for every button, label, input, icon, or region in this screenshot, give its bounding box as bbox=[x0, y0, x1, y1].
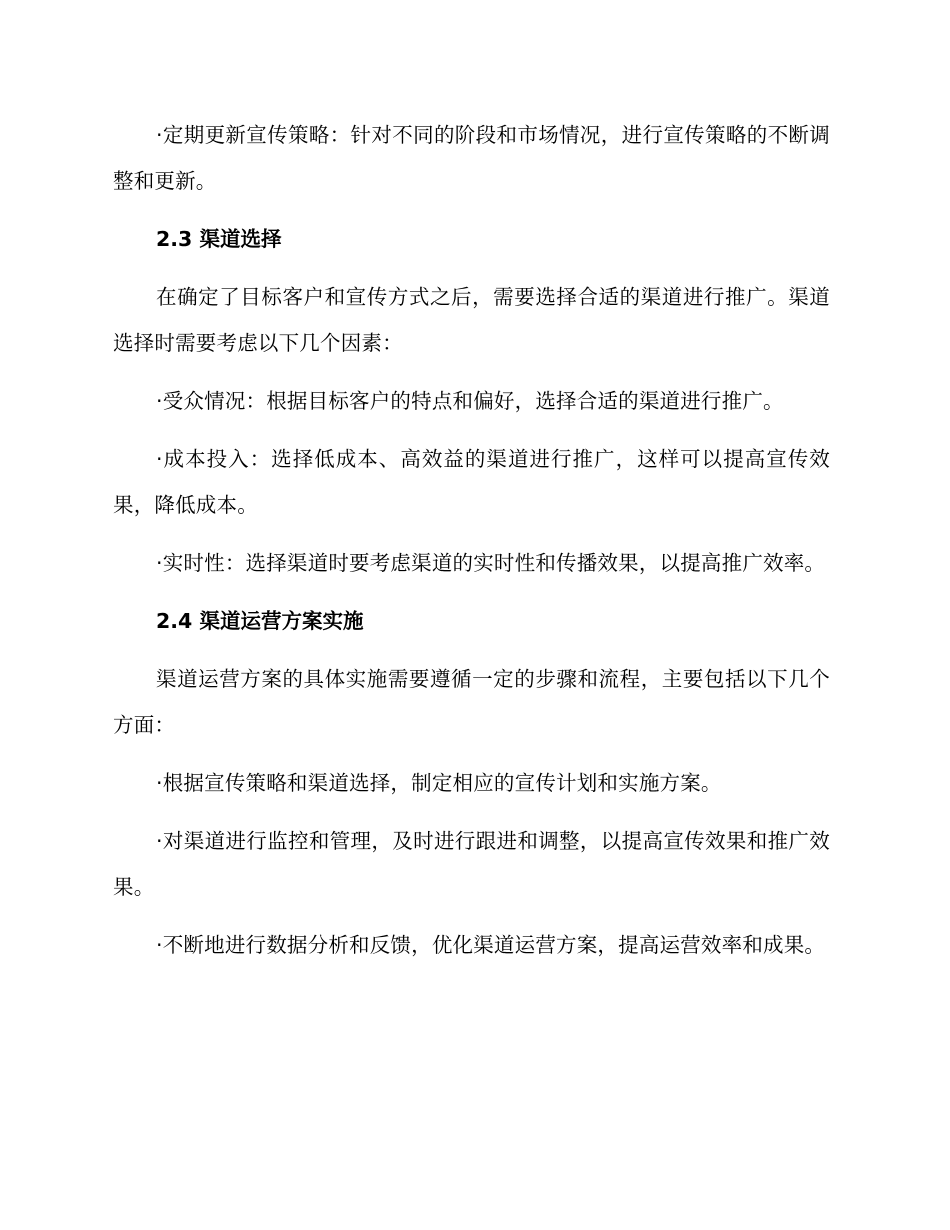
spacer bbox=[113, 748, 830, 760]
section-heading-2-3: 2.3 渠道选择 bbox=[156, 227, 282, 251]
spacer bbox=[113, 528, 830, 540]
bullet-realtime: ·实时性：选择渠道时要考虑渠道的实时性和传播效果，以提高推广效率。 bbox=[156, 551, 826, 575]
spacer bbox=[113, 586, 830, 598]
spacer bbox=[113, 262, 830, 274]
spacer bbox=[113, 644, 830, 656]
spacer bbox=[113, 366, 830, 378]
bullet-plan: ·根据宣传策略和渠道选择，制定相应的宣传计划和实施方案。 bbox=[156, 771, 722, 795]
bullet-monitor: ·对渠道进行监控和管理，及时进行跟进和调整，以提高宣传效果和推广效果。 bbox=[113, 829, 830, 899]
bullet-analysis: ·不断地进行数据分析和反馈，优化渠道运营方案，提高运营效率和成果。 bbox=[156, 933, 826, 957]
bullet-cost: ·成本投入：选择低成本、高效益的渠道进行推广，这样可以提高宣传效果，降低成本。 bbox=[113, 447, 830, 517]
spacer bbox=[113, 204, 830, 216]
section-heading-2-4: 2.4 渠道运营方案实施 bbox=[156, 609, 364, 633]
spacer bbox=[113, 806, 830, 818]
paragraph-implementation-intro: 渠道运营方案的具体实施需要遵循一定的步骤和流程，主要包括以下几个方面： bbox=[113, 667, 830, 737]
bullet-audience: ·受众情况：根据目标客户的特点和偏好，选择合适的渠道进行推广。 bbox=[156, 389, 784, 413]
paragraph-channel-selection-intro: 在确定了目标客户和宣传方式之后，需要选择合适的渠道进行推广。渠道选择时需要考虑以下几个因素： bbox=[113, 285, 830, 355]
paragraph-update-strategy: ·定期更新宣传策略：针对不同的阶段和市场情况，进行宣传策略的不断调整和更新。 bbox=[113, 123, 830, 193]
spacer bbox=[113, 910, 830, 922]
spacer bbox=[113, 424, 830, 436]
